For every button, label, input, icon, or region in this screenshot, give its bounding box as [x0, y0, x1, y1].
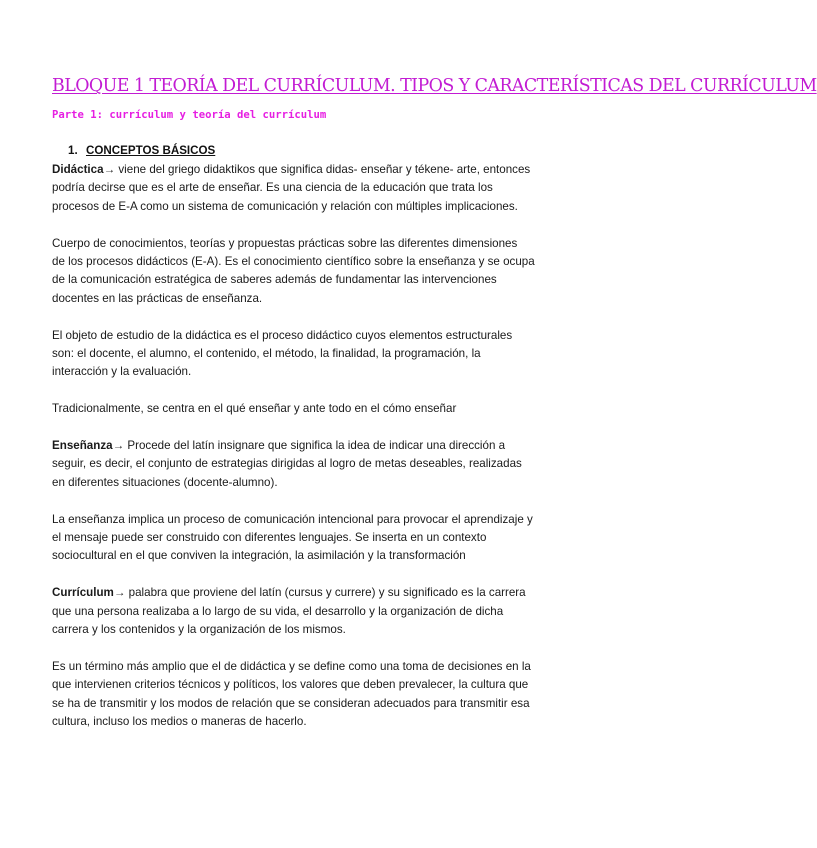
paragraph-line: [52, 676, 552, 694]
paragraph: [52, 235, 552, 309]
paragraph-line: [52, 547, 552, 565]
paragraph-line: [52, 253, 552, 271]
line-text: cultura, incluso los medios o maneras de hacerlo.: [52, 715, 307, 729]
line-text: Es un término más amplio que el de didáctica y se define como una toma de decisiones en la: [52, 659, 531, 673]
paragraph: [52, 400, 552, 418]
paragraph-line: [52, 400, 552, 418]
line-text: en diferentes situaciones (docente-alumno).: [52, 475, 278, 489]
paragraph-line: [52, 603, 552, 621]
section-heading: [68, 143, 215, 159]
line-text: viene del griego didaktikos que significa didas- enseñar y tékene- arte, entonces: [115, 163, 531, 176]
arrow-icon: →: [103, 163, 116, 176]
paragraph-line: [52, 198, 552, 216]
paragraph: [52, 327, 552, 382]
line-text: que intervienen criterios técnicos y políticos, los valores que deben prevalecer, la cultura que: [52, 678, 529, 692]
arrow-icon: →: [112, 439, 125, 453]
paragraph-line: [52, 529, 552, 547]
line-text: podría decirse que es el arte de enseñar. Es una ciencia de la educación que trata los: [52, 181, 493, 195]
line-text: sociocultural en el que conviven la integración, la asimilación y la transformación: [52, 549, 466, 563]
term-label: Currículum: [52, 586, 114, 600]
paragraph: [52, 437, 552, 492]
paragraph: [52, 161, 552, 216]
section-number: 1.: [68, 144, 78, 157]
line-text: que una persona realizaba a lo largo de su vida, el desarrollo y la organización de dicha: [52, 604, 504, 618]
term-label: Didáctica: [52, 163, 104, 176]
line-text: Tradicionalmente, se centra en el qué enseñar y ante todo en el cómo enseñar: [52, 402, 457, 416]
line-text: Procede del latín insignare que significa la idea de indicar una dirección a: [124, 439, 506, 453]
paragraph-line: [52, 511, 552, 529]
paragraph-line: [52, 161, 552, 179]
line-text: son: el docente, el alumno, el contenido, el método, la finalidad, la programación, la: [52, 347, 481, 361]
arrow-icon: →: [113, 586, 126, 600]
paragraph-line: [52, 474, 552, 492]
paragraph-line: [52, 713, 552, 731]
line-text: se ha de transmitir y los modos de relación que se consideran adecuados para transmitir esa: [52, 696, 530, 710]
line-text: El objeto de estudio de la didáctica es el proceso didáctico cuyos elementos estructurales: [52, 328, 513, 342]
term-label: Enseñanza: [52, 439, 113, 453]
paragraph-line: [52, 363, 552, 381]
document-subtitle: Parte 1: currículum y teoría del currículum: [52, 109, 327, 121]
line-text: interacción y la evaluación.: [52, 365, 192, 379]
section-title: CONCEPTOS BÁSICOS: [86, 144, 216, 157]
line-text: el mensaje puede ser construido con diferentes lenguajes. Se inserta en un contexto: [52, 531, 487, 545]
line-text: de los procesos didácticos (E-A). Es el conocimiento científico sobre la enseñanza y se ocupa: [52, 255, 535, 269]
line-text: de la comunicación estratégica de saberes además de fundamentar las intervenciones: [52, 273, 497, 287]
line-text: procesos de E-A como un sistema de comunicación y relación con múltiples implicaciones.: [52, 199, 518, 213]
document-body: [52, 161, 552, 750]
paragraph-line: [52, 658, 552, 676]
paragraph-line: [52, 290, 552, 308]
paragraph-line: [52, 695, 552, 713]
paragraph-line: [52, 621, 552, 639]
line-text: seguir, es decir, el conjunto de estrategias dirigidas al logro de metas deseables, realizadas: [52, 457, 522, 471]
line-text: docentes en las prácticas de enseñanza.: [52, 291, 263, 305]
paragraph-line: [52, 584, 552, 602]
paragraph-line: [52, 271, 552, 289]
line-text: palabra que proviene del latín (cursus y currere) y su significado es la carrera: [125, 586, 526, 600]
paragraph-line: [52, 345, 552, 363]
line-text: carrera y los contenidos y la organización de los mismos.: [52, 623, 346, 637]
document-title: BLOQUE 1 TEORÍA DEL CURRÍCULUM. TIPOS Y CARACTERÍSTICAS DEL CURRÍCULUM: [52, 76, 817, 96]
paragraph-line: [52, 327, 552, 345]
paragraph-line: [52, 437, 552, 455]
paragraph-line: [52, 235, 552, 253]
line-text: Cuerpo de conocimientos, teorías y propuestas prácticas sobre las diferentes dimensiones: [52, 236, 518, 250]
paragraph: [52, 511, 552, 566]
paragraph: [52, 658, 552, 732]
paragraph: [52, 584, 552, 639]
paragraph-line: [52, 179, 552, 197]
line-text: La enseñanza implica un proceso de comunicación intencional para provocar el aprendizaje y: [52, 512, 533, 526]
paragraph-line: [52, 455, 552, 473]
